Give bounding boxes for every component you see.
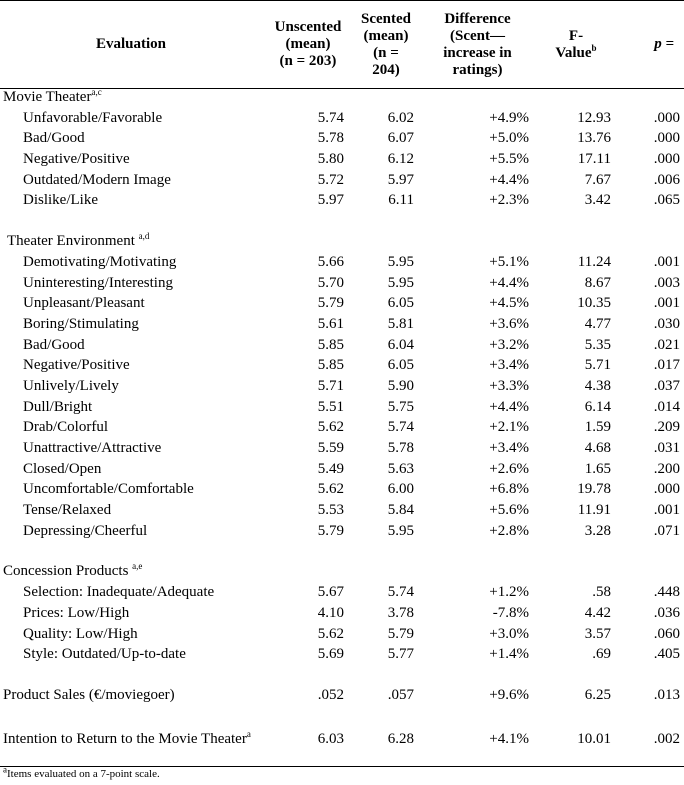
p-value: .071	[653, 522, 680, 539]
scented-mean: 6.05	[387, 295, 414, 312]
f-value: 5.71	[584, 357, 611, 374]
item-label: Unattractive/Attractive	[23, 440, 162, 456]
f-value: 4.38	[584, 377, 611, 394]
difference: +6.8%	[489, 481, 529, 498]
spacer-row	[0, 711, 684, 731]
f-value: 3.57	[584, 625, 611, 642]
f-value: 4.77	[584, 315, 611, 332]
difference: +4.4%	[489, 274, 529, 291]
p-value: .006	[653, 171, 680, 188]
header-p-value: p =	[615, 1, 684, 89]
table-row	[0, 337, 684, 358]
p-value: .001	[653, 502, 680, 519]
difference: +4.9%	[489, 109, 529, 126]
scented-mean: 3.78	[387, 604, 414, 621]
p-value: .000	[653, 130, 680, 147]
table-row	[0, 192, 684, 213]
difference: +3.3%	[489, 377, 529, 394]
table-row	[0, 357, 684, 378]
difference: +2.6%	[489, 460, 529, 477]
item-label: Outdated/Modern Image	[23, 171, 171, 188]
table-row	[0, 646, 684, 667]
difference: +2.8%	[489, 522, 529, 539]
difference: +4.4%	[489, 398, 529, 415]
item-label: Uninteresting/Interesting	[23, 274, 173, 291]
p-value: .014	[653, 398, 680, 415]
p-value: .200	[653, 460, 680, 477]
section-label: Movie Theater$^{a,c}$	[3, 87, 102, 105]
f-value: 6.14	[584, 398, 611, 415]
unscented-mean: 5.53	[317, 502, 344, 519]
unscented-mean: 5.59	[317, 440, 344, 456]
p-value: .001	[653, 253, 680, 270]
item-label: Boring/Stimulating	[23, 315, 139, 332]
table-row	[0, 295, 684, 316]
item-label: Unfavorable/Favorable	[23, 109, 163, 126]
table-row	[0, 378, 684, 399]
scented-mean: 5.75	[387, 398, 414, 415]
p-value: .036	[653, 604, 680, 621]
item-label: Tense/Relaxed	[23, 502, 112, 519]
f-value: 11.24	[577, 253, 611, 270]
unscented-mean: 5.85	[317, 336, 344, 353]
p-value: .013	[653, 686, 680, 703]
item-label: Selection: Inadequate/Adequate	[23, 584, 215, 601]
unscented-mean: 5.79	[317, 295, 344, 312]
f-value: 7.67	[584, 171, 611, 188]
item-label: Intention to Return to the Movie Theater$^a$	[3, 728, 251, 747]
item-label: Style: Outdated/Up-to-date	[23, 646, 186, 663]
f-value: .69	[592, 646, 611, 663]
unscented-mean: 5.74	[317, 109, 344, 126]
difference: +2.1%	[489, 419, 529, 436]
difference: +5.6%	[489, 502, 529, 519]
unscented-mean: 5.85	[317, 357, 344, 374]
table-row	[0, 151, 684, 172]
scented-mean: 6.00	[387, 481, 414, 498]
difference: +4.5%	[489, 295, 529, 312]
p-value: .001	[653, 295, 680, 312]
unscented-mean: 5.97	[317, 192, 344, 209]
unscented-mean: 5.79	[317, 522, 344, 539]
unscented-mean: 5.49	[317, 460, 344, 477]
p-value: .030	[653, 315, 680, 332]
scented-mean: 5.77	[387, 646, 414, 663]
f-value: 10.01	[577, 730, 611, 747]
unscented-mean: 5.62	[317, 625, 344, 642]
f-value: 13.76	[577, 130, 611, 147]
table-row	[0, 399, 684, 420]
header-f-value: F- Value$^b$	[537, 1, 615, 89]
footnote: $^a$Items evaluated on a 7-point scale.	[0, 766, 684, 781]
item-label: Depressing/Cheerful	[23, 522, 148, 539]
unscented-mean: 5.80	[317, 151, 344, 168]
table-row	[0, 440, 684, 461]
table-row	[0, 461, 684, 482]
table-row	[0, 419, 684, 440]
unscented-mean: 5.51	[317, 398, 344, 415]
scented-mean: 5.81	[387, 315, 414, 332]
p-value: .065	[653, 192, 680, 209]
scented-mean: 5.97	[387, 171, 414, 188]
item-label: Uncomfortable/Comfortable	[23, 481, 194, 498]
unscented-mean: 5.62	[317, 419, 344, 436]
p-value: .405	[653, 646, 680, 663]
table-row	[0, 481, 684, 502]
section-header-concession-products	[0, 563, 684, 584]
section-header-theater-environment	[0, 233, 684, 254]
table-row	[0, 523, 684, 544]
scented-mean: 5.90	[387, 377, 414, 394]
p-value: .017	[653, 357, 680, 374]
p-value: .031	[653, 440, 680, 456]
p-value: .000	[653, 481, 680, 498]
item-label: Product Sales (€/moviegoer)	[3, 686, 175, 703]
item-label: Negative/Positive	[23, 357, 130, 374]
section-label: Theater Environment $^{a,d}$	[7, 231, 150, 250]
difference: -7.8%	[492, 604, 529, 621]
item-label: Quality: Low/High	[23, 625, 138, 642]
unscented-mean: 5.69	[317, 646, 344, 663]
item-label: Unlively/Lively	[23, 377, 119, 394]
f-value: 4.68	[584, 440, 611, 456]
item-label: Negative/Positive	[23, 151, 130, 168]
f-value: 8.67	[584, 274, 611, 291]
difference: +3.6%	[489, 315, 529, 332]
scented-mean: 5.79	[387, 625, 414, 642]
table-row	[0, 316, 684, 337]
difference: +3.4%	[489, 440, 529, 456]
f-value: 12.93	[577, 109, 611, 126]
table-row	[0, 502, 684, 523]
scented-mean: 5.84	[387, 502, 414, 519]
p-value: .060	[653, 625, 680, 642]
item-label: Prices: Low/High	[23, 604, 130, 621]
table-body	[0, 89, 684, 779]
table-row	[0, 584, 684, 605]
header-unscented: Unscented (mean) (n = 203)	[262, 1, 354, 89]
f-value: 4.42	[584, 604, 611, 621]
p-value: .037	[653, 377, 680, 394]
table-row	[0, 110, 684, 131]
unscented-mean: 6.03	[317, 730, 344, 747]
scented-mean: 5.74	[387, 584, 414, 601]
difference: +1.2%	[489, 584, 529, 601]
scented-mean: 6.28	[387, 730, 414, 747]
unscented-mean: 5.66	[317, 253, 344, 270]
p-value: .002	[653, 730, 680, 747]
difference: +3.4%	[489, 357, 529, 374]
header-scented: Scented (mean) (n = 204)	[354, 1, 418, 89]
f-value: 11.91	[577, 502, 611, 519]
scented-mean: 5.63	[387, 460, 414, 477]
f-value: 10.35	[577, 295, 611, 312]
f-value: 3.28	[584, 522, 611, 539]
spacer-row	[0, 543, 684, 563]
f-value: 19.78	[577, 481, 611, 498]
difference: +4.4%	[489, 171, 529, 188]
difference: +5.0%	[489, 130, 529, 147]
scented-mean: 5.95	[387, 522, 414, 539]
scented-mean: 6.12	[387, 151, 414, 168]
table-row	[0, 254, 684, 275]
scented-mean: .057	[387, 686, 414, 703]
table-row	[0, 626, 684, 647]
f-value: 1.59	[584, 419, 611, 436]
unscented-mean: 5.78	[317, 130, 344, 147]
f-value: 17.11	[577, 151, 611, 168]
unscented-mean: 5.70	[317, 274, 344, 291]
item-label: Bad/Good	[23, 130, 85, 147]
item-label: Closed/Open	[23, 460, 102, 477]
spacer-row	[0, 213, 684, 233]
difference: +3.0%	[489, 625, 529, 642]
item-label: Dull/Bright	[23, 398, 93, 415]
f-value: 6.25	[584, 686, 611, 703]
scented-mean: 5.78	[387, 440, 414, 456]
difference: +5.1%	[489, 253, 529, 270]
item-label: Demotivating/Motivating	[23, 253, 177, 270]
item-label: Unpleasant/Pleasant	[23, 295, 145, 312]
difference: +4.1%	[489, 730, 529, 747]
difference: +5.5%	[489, 151, 529, 168]
difference: +1.4%	[489, 646, 529, 663]
scented-mean: 6.05	[387, 357, 414, 374]
difference: +2.3%	[489, 192, 529, 209]
scented-mean: 5.95	[387, 274, 414, 291]
unscented-mean: 5.62	[317, 481, 344, 498]
scented-mean: 6.04	[387, 336, 414, 353]
unscented-mean: 5.72	[317, 171, 344, 188]
table-row	[0, 605, 684, 626]
unscented-mean: 4.10	[317, 604, 344, 621]
table-row	[0, 130, 684, 151]
scented-mean: 5.74	[387, 419, 414, 436]
p-value: .021	[653, 336, 680, 353]
item-label: Dislike/Like	[23, 192, 98, 209]
p-value: .000	[653, 109, 680, 126]
header-evaluation: Evaluation	[0, 1, 262, 89]
unscented-mean: 5.61	[317, 315, 344, 332]
difference: +9.6%	[489, 686, 529, 703]
p-value: .448	[653, 584, 680, 601]
item-label: Drab/Colorful	[23, 419, 108, 436]
item-label: Bad/Good	[23, 336, 85, 353]
scented-mean: 6.07	[387, 130, 414, 147]
p-value: .000	[653, 151, 680, 168]
product-sales-row	[0, 687, 684, 711]
table-row	[0, 275, 684, 296]
unscented-mean: .052	[317, 686, 344, 703]
unscented-mean: 5.67	[317, 584, 344, 601]
table-row	[0, 172, 684, 193]
f-value: 1.65	[584, 460, 611, 477]
header-difference: Difference (Scent— increase in ratings)	[418, 1, 537, 89]
unscented-mean: 5.71	[317, 377, 344, 394]
spacer-row	[0, 667, 684, 687]
section-label: Concession Products $^{a,e}$	[3, 561, 143, 580]
p-value: .209	[653, 419, 680, 436]
p-value: .003	[653, 274, 680, 291]
f-value: 3.42	[584, 192, 611, 209]
f-value: 5.35	[584, 336, 611, 353]
scented-mean: 6.02	[387, 109, 414, 126]
scented-mean: 5.95	[387, 253, 414, 270]
scented-mean: 6.11	[388, 192, 414, 209]
difference: +3.2%	[489, 336, 529, 353]
header-row	[0, 1, 684, 89]
section-header-movie-theater	[0, 89, 684, 110]
f-value: .58	[592, 584, 611, 601]
